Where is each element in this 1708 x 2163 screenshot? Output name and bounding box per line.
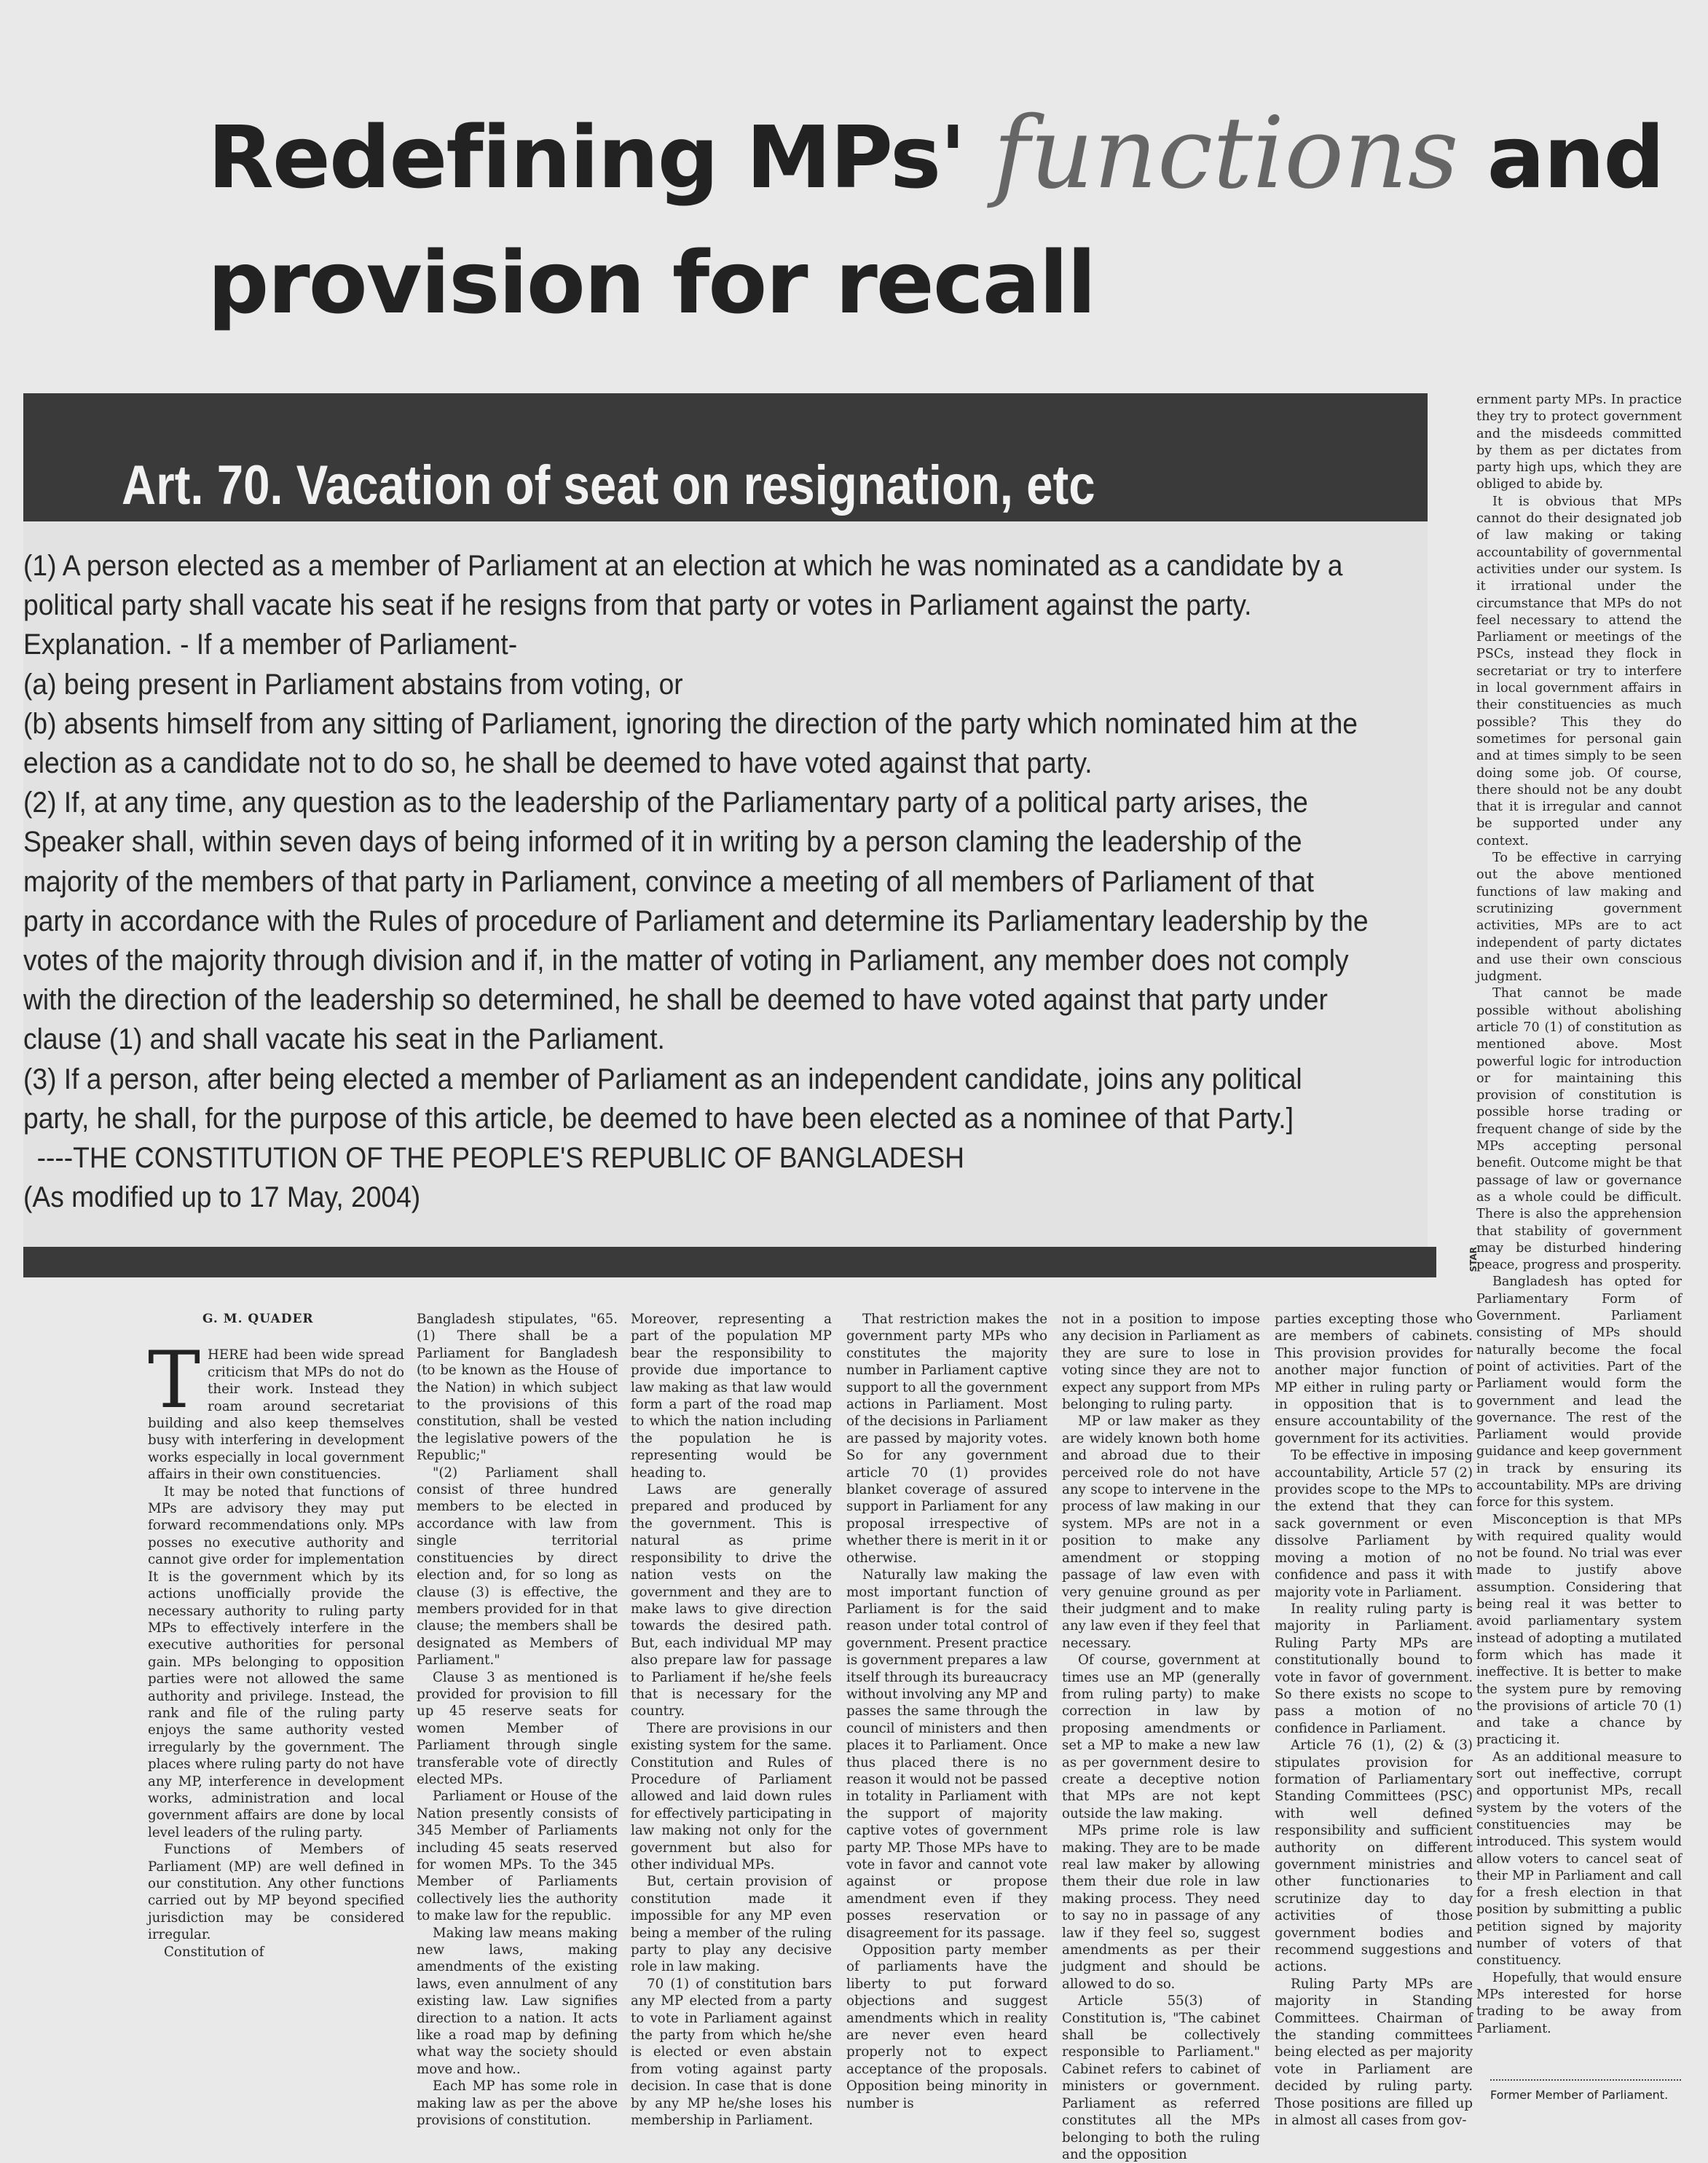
paragraph: Article 55(3) of Constitution is, "The cabinet shall be collectively responsible to Parliament." Cabinet refers to cabinet of ministers or government. Parliament as referred constitutes all the MPs belonging to both the ruling and the opposition [1062,1993,1260,2162]
article-clause-2: (2) If, at any time, any question as to the leadership of the Parliamentary party of a political party arises, the Speaker shall, within seven days of being informed of it in writing by a person claming the leadership of the majority of the members of that party in Parliament, convince a meeting of all members of Parliament of that party in accordance with the Rules of procedure of Parliament and determine its Parliamentary leadership by the votes of the majority through division and if, in the matter of voting in Parliament, any member does not comply with the direction of the leadership so determined, he shall be deemed to have voted against that party under clause (1) and shall vacate his seat in the Parliament. [23,787,1369,1056]
paragraph: It is obvious that MPs cannot do their designated job of law making or taking accountability of governmental activities under our system. Is it irrational under the circumstance that MPs do not feel necessary to attend the Parliament or meetings of the PSCs, instead they flock in secretariat or try to interfere in local government affairs in their constituencies as much possible? This they do sometimes for personal gain and at times simply to be seen doing some job. Of course, there should not be any doubt that it is irregular and cannot be supported under any context. [1476,494,1682,848]
article-modified-note: (As modified up to 17 May, 2004) [23,1181,421,1214]
paragraph: To be effective in imposing accountability, Article 57 (2) provides scope to the MPs to the extend that they can sack government or even dissolve Parliament by moving a motion of no confidence and pass it with majority vote in Parliament. [1275,1448,1473,1600]
paragraph: Ruling Party MPs are majority in Standing Committees. Chairman of the standing committees being elected as per majority vote in Parliament are decided by ruling party. Those positions are filled up in almost all cases from gov- [1275,1976,1473,2129]
paragraph: Constitution of [164,1944,264,1960]
headline-part-1: Redefining MPs' [208,107,965,208]
headline-line-2: provision for recall [208,232,1095,333]
article-clause-3: (3) If a person, after being elected a member of Parliament as an independent candidate, joins any political party, he shall, for the purpose of this article, be deemed to have been elected as a nominee of that Party.] [23,1063,1302,1135]
column-5 [1062,1311,1260,2163]
byline: G. M. QUADER [202,1312,314,1326]
article-title: Art. 70. Vacation of seat on resignation, etc [122,454,1095,516]
paragraph: Opposition party member of parliaments have the liberty to put forward objections and suggest amendments which in reality are never even heard properly not to expect acceptance of the proposals. Opposition being minority in number is [846,1942,1047,2111]
paragraph: Bangladesh has opted for Parliamentary Form of Government. Parliament consisting of MPs should naturally become the focal point of activities. Part of the Parliament would form the government and lead the governance. The rest of the Parliament would provide guidance and keep government in track by ensuring its accountability. MPs are driving force for this system. [1476,1274,1682,1510]
article-clause-1: (1) A person elected as a member of Parliament at an election at which he was nominated as a candidate by a political party shall vacate his seat if he resigns from that party or votes in Parliament against the party. Explanation. - If a member of Parliament- [23,550,1343,661]
paragraph: Laws are generally prepared and produced by the government. This is natural as prime responsibility to drive the nation vests on the government and they are to make laws to give direction towards the desired path. But, each individual MP may also prepare law for passage to Parliament if he/she feels that is necessary for the country. [631,1482,832,1719]
column-3 [631,1311,832,2129]
column-6 [1275,1311,1473,2129]
paragraph: Misconception is that MPs with required quality would not be found. No trial was ever made to justify above assumption. Considering that being real it was better to avoid parliamentary system instead of adopting a mutilated form which has made it ineffective. It is better to make the system pure by removing the provisions of article 70 (1) and take a chance by practicing it. [1476,1512,1682,1748]
paragraph: There are provisions in our existing system for the same. Constitution and Rules of Procedure of Parliament allowed and laid down rules for effectively participating in law making not only for the government but also for other individual MPs. [631,1720,832,1872]
paragraph: To be effective in carrying out the above mentioned functions of law making and scrutinizing government activities, MPs are to act independent of party dictates and use their own conscious judgment. [1476,851,1682,985]
paragraph: HERE had been wide spread criticism that MPs do not do their work. Instead they roam around secretariat building and also keep themselves busy with interfering in development works especially in local government affairs in their own constituencies. [148,1347,404,1483]
paragraph: It may be noted that functions of MPs are advisory they may put forward recommendations only. MPs posses no executive authority and cannot give order for implementation It is the government which by its actions unofficially provide the necessary authority to ruling party MPs to effectively interfere in the executive authorities for personal gain. MPs belonging to opposition parties were not allowed the same authority and privilege. Instead, the rank and file of the ruling party enjoys the same authority vested irregularly by the government. The places where ruling party do not have any MP, interference in development works, administration and local government affairs are done by local level leaders of the ruling party. [148,1484,404,1840]
headline-italic-word: functions [993,96,1459,211]
article-title-bar [23,393,1428,521]
paragraph: That cannot be made possible without abolishing article 70 (1) of constitution as mentioned above. Most powerful logic for introduction or for maintaining this provision of constitution is possible horse trading or frequent change of side by the MPs accepting personal benefit. Outcome might be that passage of law or governance as a whole could be difficult. There is also the apprehension that stability of government may be disturbed hindering peace, progress and prosperity. [1476,986,1682,1273]
paragraph: Hopefully, that would ensure MPs interested for horse trading to be away from Parliament. [1476,1970,1682,2036]
paragraph: "(2) Parliament shall consist of three hundred members to be elected in accordance with law from single territorial constituencies by direct election and, for so long as clause (3) is effective, the members provided for in that clause; the members shall be designated as Members of Parliament." [417,1465,618,1668]
paragraph: As an additional measure to sort out ineffective, corrupt and opportunist MPs, recall system by the voters of the constituencies may be introduced. This system would allow voters to cancel seat of their MP in Parliament and call for a fresh election in that position by submitting a public petition signed by majority number of voters of that constituency. [1476,1749,1682,1969]
paragraph: parties excepting those who are members of cabinets. This provision provides for another major function of MP either in ruling party or in opposition that is to ensure accountability of the government for its activities. [1275,1312,1473,1446]
headline [208,91,1693,345]
paragraph: Making law means making new laws, making amendments of the existing laws, even annulment of any existing law. Law signifies direction to a nation. It acts like a road map by defining what way the society should move and how.. [417,1925,618,2077]
paragraph: not in a position to impose any decision in Parliament as they are sure to lose in voting since they are not to expect any support from MPs belonging to ruling party. [1062,1312,1260,1413]
column-2 [417,1311,618,2129]
article-clause-a: (a) being present in Parliament abstains from voting, or [23,668,683,701]
paragraph: Moreover, representing a part of the population MP bear the responsibility to provide due importance to law making as that law would form a part of the road map to which the nation including the population he is representing would be heading to. [631,1312,832,1481]
headline-part-3: and [1487,107,1664,208]
article-bottom-bar [23,1247,1436,1277]
author-footer-note: Former Member of Parliament. [1490,2079,1681,2102]
paragraph: Article 76 (1), (2) & (3) stipulates provision for formation of Parliamentary Standing Committees (PSC) with well defined responsibility and sufficient authority on different government ministries and other functionaries to scrutinize day to day activities of those government bodies and recommend suggestions and actions. [1275,1738,1473,1975]
paragraph: MPs prime role is law making. They are to be made real law maker by allowing them their due role in law making process. They need to say no in passage of any law if they feel so, suggest amendments as per their judgment and should be allowed to do so. [1062,1823,1260,1992]
article-source: ----THE CONSTITUTION OF THE PEOPLE'S REPUBLIC OF BANGLADESH [36,1142,965,1175]
headline-line-1 [208,91,1693,220]
column-1 [148,1311,404,1961]
paragraph: Clause 3 as mentioned is provided for provision to fill up 45 reserve seats for women Member of Parliament through single transferable vote of directly elected MPs. [417,1669,618,1787]
paragraph: Naturally law making the most important function of Parliament is for the said reason under total control of government. Present practice is government prepares a law itself through its bureaucracy without involving any MP and passes the same through the council of ministers and then places it to Parliament. Once thus placed there is no reason it would not be passed in totality in Parliament with the support of majority captive votes of government party MP. Those MPs have to vote in favor and cannot vote against or propose amendment even if they posses reservation or disagreement for its passage. [846,1567,1047,1941]
drop-cap: T [148,1335,201,1427]
star-mark: STAR [1468,1247,1479,1272]
paragraph: That restriction makes the government party MPs who constitutes the majority number in Parliament captive support to all the government actions in Parliament. Most of the decisions in Parliament are passed by majority votes. So for any government article 70 (1) provides blanket coverage of assured support in Parliament for any proposal irrespective of whether there is merit in it or otherwise. [846,1312,1048,1566]
paragraph: 70 (1) of constitution bars any MP elected from a party to vote in Parliament against the party from which he/she is elected or even abstain from voting against party decision. In case that is done by any MP he/she loses his membership in Parliament. [631,1976,832,2129]
column-4 [846,1311,1047,2112]
paragraph: Parliament or House of the Nation presently consists of 345 Member of Parliaments including 45 seats reserved for women MPs. To the 345 Member of Parliaments collectively lies the authority to make law for the republic. [417,1789,618,1924]
article-clause-b: (b) absents himself from any sitting of Parliament, ignoring the direction of the party which nominated him at the election as a candidate not to do so, he shall be deemed to have voted against that party. [23,707,1358,780]
paragraph: In reality ruling party is majority in Parliament. Ruling Party MPs are constitutionally bound to vote in favor of government. So there exists no scope to pass a motion of no confidence in Parliament. [1275,1601,1473,1736]
paragraph: Each MP has some role in making law as per the above provisions of constitution. [417,2079,618,2129]
paragraph: Of course, government at times use an MP (generally from ruling party) to make correction in law by proposing amendments or set a MP to make a new law as per government desire to create a deceptive notion that MPs are not kept outside the law making. [1062,1652,1260,1821]
column-7 [1476,392,1682,2038]
paragraph: ernment party MPs. In practice they try to protect government and the misdeeds committed by them as per dictates from party high ups, which they are obliged to abide by. [1476,393,1682,492]
paragraph: But, certain provision of constitution made it impossible for any MP even being a member of the ruling party to play any decisive role in law making. [631,1874,832,1975]
paragraph: Bangladesh stipulates, "65. (1) There shall be a Parliament for Bangladesh (to be known as the House of the Nation) in which subject to the provisions of this constitution, shall be vested the legislative powers of the Republic;" [417,1312,618,1464]
article-box [23,393,1428,1278]
paragraph: Functions of Members of Parliament (MP) are well defined in our constitution. Any other functions carried out by MP beyond specified jurisdiction may be considered irregular. [148,1842,404,1943]
article-body [23,546,1371,1217]
paragraph: MP or law maker as they are widely known both home and abroad due to their perceived role do not have any scope to intervene in the process of law making in our system. MPs are not in a position to make any amendment or stopping passage of law even with very genuine ground as per their judgment and to make any law even if they feel that necessary. [1062,1414,1260,1651]
